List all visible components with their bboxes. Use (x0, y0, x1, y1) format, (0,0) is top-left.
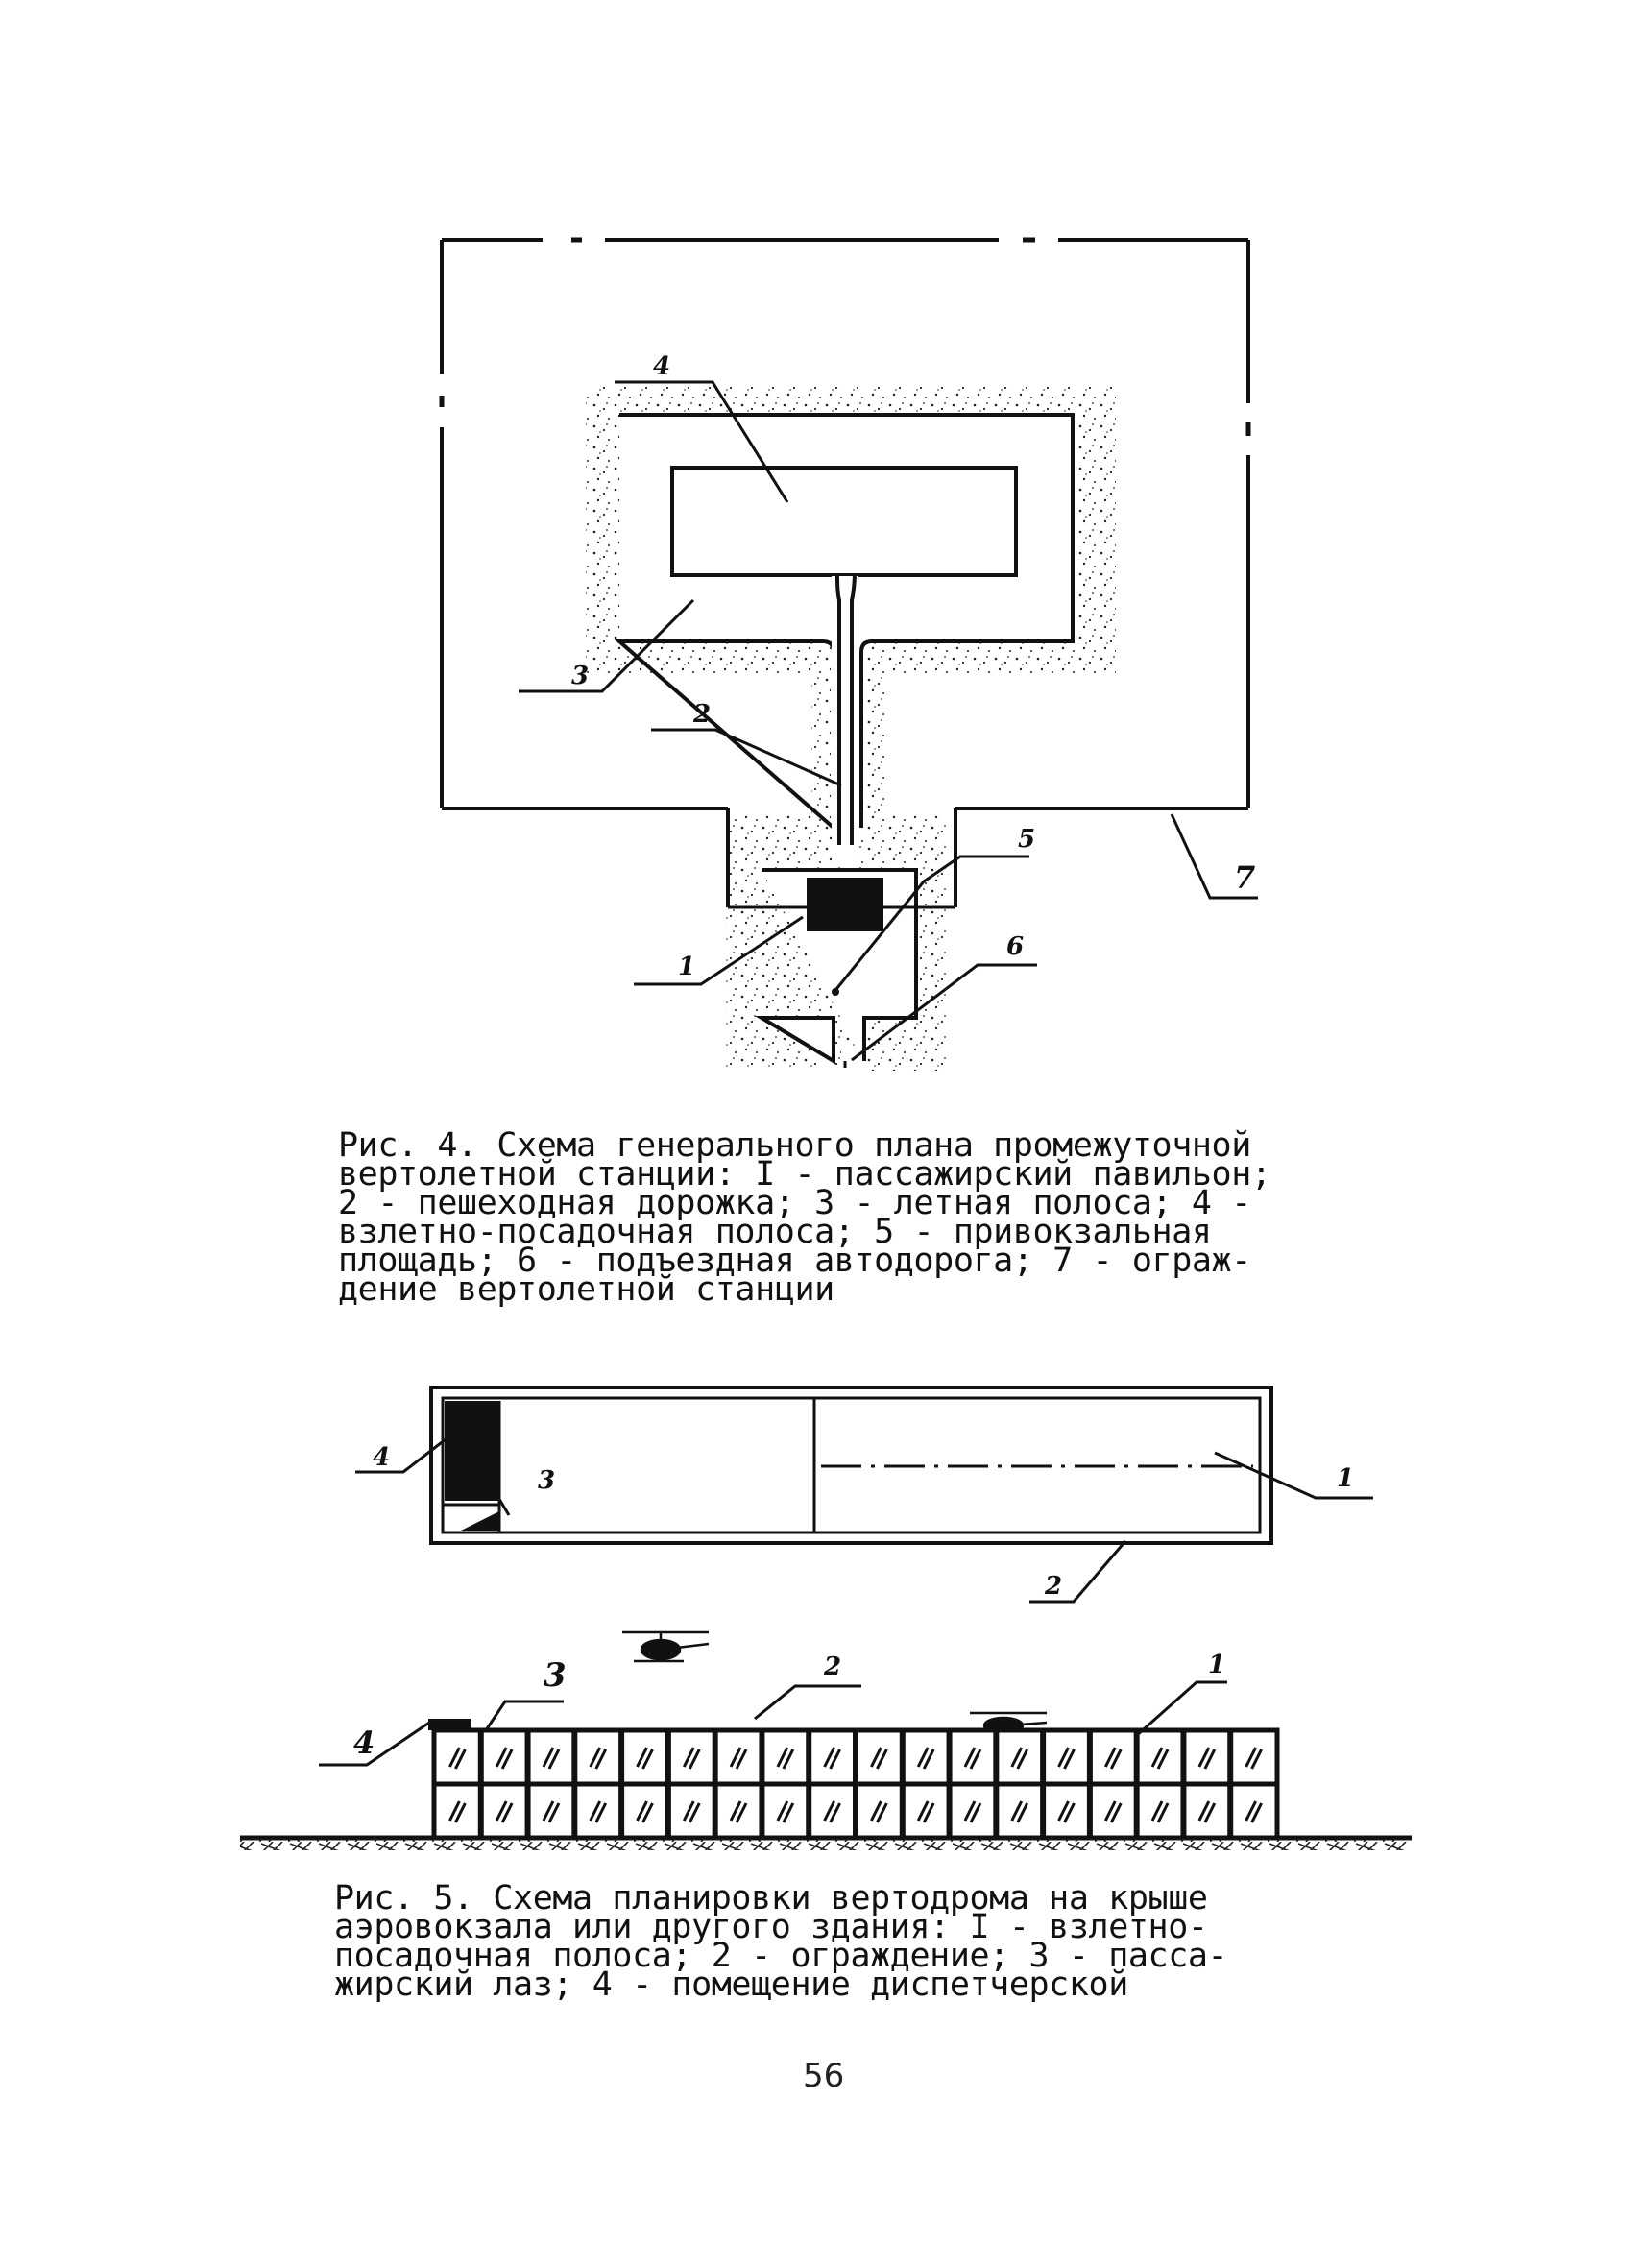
page-number: 56 (803, 2057, 845, 2095)
caption-line: площадь; 6 - подъездная автодорога; 7 - ограж- (338, 1242, 1251, 1280)
plan-label-3: 3 (538, 1466, 556, 1495)
plan-label-2: 2 (1045, 1572, 1063, 1601)
label-1: 1 (678, 953, 696, 981)
passenger-pavilion (807, 878, 883, 931)
caption-line: Рис. 4. Схема генерального плана промежуточной (338, 1126, 1251, 1165)
label-7: 7 (1234, 859, 1256, 896)
caption-line: жирский лаз; 4 - помещение диспетчерской (334, 1966, 1128, 2004)
plan-label-1: 1 (1337, 1464, 1355, 1493)
figure-4-caption (338, 1126, 1271, 1309)
caption-line: взлетно-посадочная полоса; 5 - привокзальная (338, 1213, 1212, 1251)
ground-hatch (240, 1839, 1412, 1850)
caption-line: 2 - пешеходная дорожка; 3 - летная полоса; 4 - (338, 1184, 1251, 1222)
helicopter-icon (622, 1632, 709, 1661)
section-label-3: 3 (544, 1656, 567, 1695)
caption-line: аэровокзала или другого здания: I - взлетно- (334, 1908, 1208, 1946)
label-3: 3 (571, 662, 590, 690)
dispatcher-room (445, 1401, 499, 1501)
figure-5-building-section (240, 1632, 1412, 1850)
figure-5-caption (334, 1879, 1228, 2004)
runway (672, 468, 1016, 575)
label-6: 6 (1006, 932, 1025, 961)
caption-line: Рис. 5. Схема планировки вертодрома на крыше (334, 1879, 1208, 1918)
label-4: 4 (653, 352, 671, 381)
section-label-2: 2 (824, 1653, 842, 1681)
figure-4-general-plan (442, 240, 1258, 1071)
section-label-1: 1 (1208, 1651, 1226, 1679)
figure-5-roof-plan (355, 1387, 1373, 1602)
caption-line: вертолетной станции: I - пассажирский павильон; (338, 1155, 1271, 1194)
section-label-4: 4 (353, 1725, 375, 1761)
label-5: 5 (1018, 825, 1036, 854)
label-2: 2 (693, 700, 712, 729)
caption-line: дение вертолетной станции (338, 1270, 834, 1309)
passenger-passage (461, 1511, 499, 1531)
caption-line: посадочная полоса; 2 - ограждение; 3 - пасса- (334, 1937, 1228, 1975)
plan-label-4: 4 (373, 1443, 391, 1472)
